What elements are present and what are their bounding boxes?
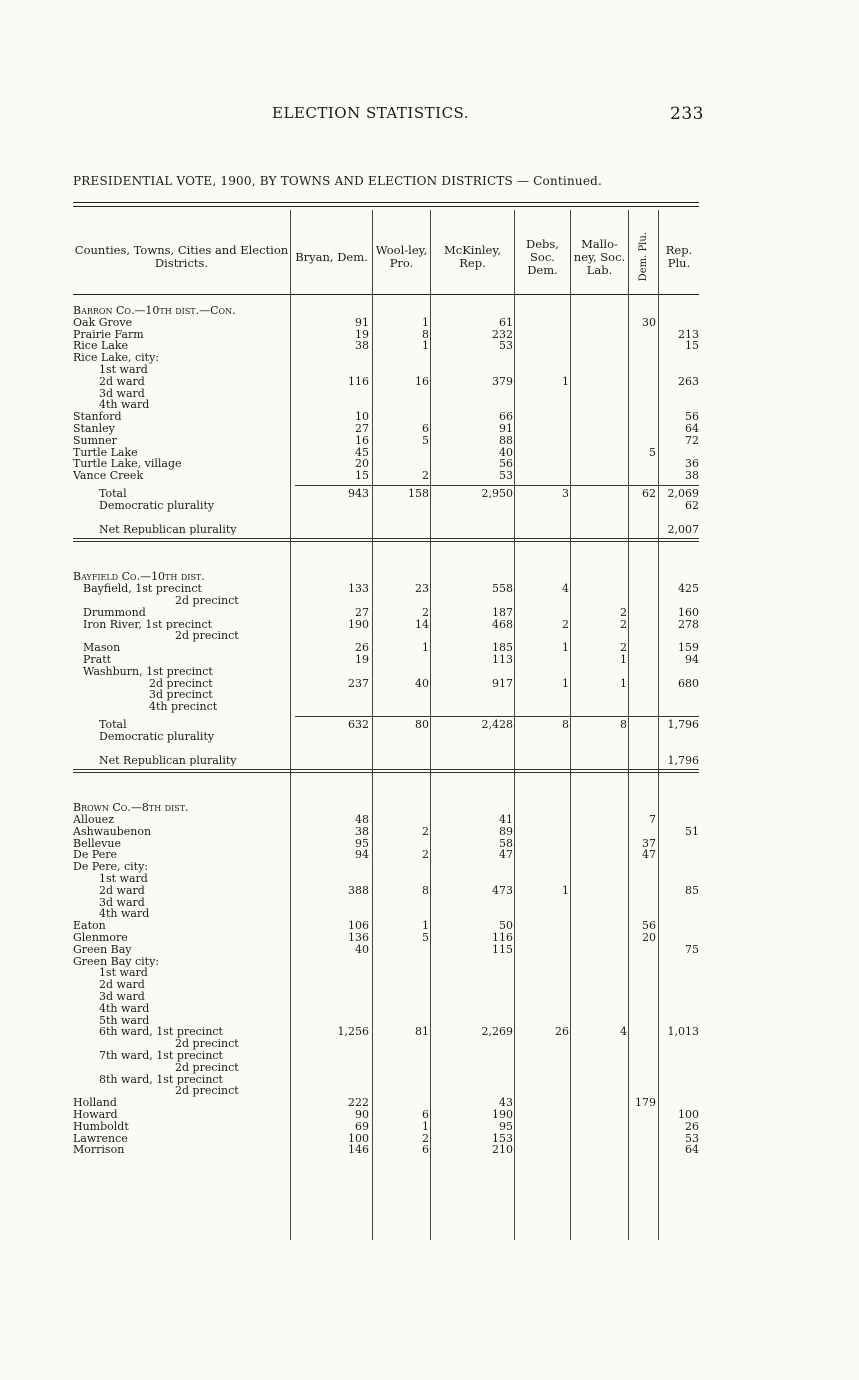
col-header-debs: Debs, Soc. Dem.	[526, 236, 559, 277]
district-name: 4th ward	[99, 908, 150, 921]
bryan-cell: 1,256	[337, 1025, 369, 1039]
bryan-cell: 19	[355, 327, 369, 341]
district-name: Washburn, 1st precinct	[83, 665, 213, 678]
district-name: 4th precinct	[149, 701, 218, 713]
district-name: Stanley	[73, 422, 115, 435]
table-row	[73, 619, 699, 631]
col-header-rep-plu: Rep. Plu.	[665, 243, 693, 270]
mckinley-cell: 61	[499, 315, 513, 329]
district-name: 2d ward	[99, 884, 145, 897]
table-row	[73, 583, 699, 595]
bryan-cell: 19	[355, 652, 369, 666]
woolley-cell: 1	[422, 339, 429, 353]
malloney-cell: 1	[620, 676, 627, 690]
district-name: Howard	[73, 1109, 118, 1121]
district-name: Total	[99, 718, 127, 731]
district-name: Oak Grove	[73, 316, 133, 329]
rep-plurality-cell: 75	[685, 942, 699, 956]
col-header-malloney: Mallo-ney, Soc. Lab.	[573, 236, 626, 277]
malloney-cell: 2	[620, 617, 627, 631]
mckinley-cell: 50	[499, 919, 513, 933]
spacer	[73, 743, 699, 755]
district-name: Allouez	[73, 814, 114, 826]
district-name: Glenmore	[73, 932, 128, 944]
spacer	[73, 512, 699, 524]
district-name: De Pere, city:	[73, 861, 149, 874]
table-row	[73, 849, 699, 861]
woolley-cell: 2	[422, 1131, 429, 1145]
table-row	[73, 908, 699, 920]
rep-plurality-cell: 36	[685, 457, 699, 471]
district-name: Prairie Farm	[73, 328, 144, 341]
bryan-cell: 27	[355, 421, 369, 435]
district-name: 3d ward	[99, 896, 145, 909]
district-name: 2d ward	[99, 979, 145, 992]
bryan-cell: 20	[355, 457, 369, 471]
district-name: Mason	[83, 642, 121, 654]
district-name: Democratic plurality	[99, 730, 215, 743]
table-row	[73, 411, 699, 423]
table-row	[73, 352, 699, 364]
table-subtitle: PRESIDENTIAL VOTE, 1900, BY TOWNS AND ELECTION DISTRICTS — Continued.	[73, 174, 603, 188]
district-name: Bayfield, 1st precinct	[83, 583, 202, 595]
table-row	[73, 967, 699, 979]
mckinley-cell: 53	[499, 339, 513, 353]
district-name: Turtle Lake, village	[73, 458, 182, 471]
table-row	[73, 607, 699, 619]
district-name: 2d precinct	[175, 1085, 239, 1098]
mckinley-cell: 558	[492, 582, 513, 596]
table-row	[73, 701, 699, 713]
table-row	[73, 897, 699, 909]
table-row	[73, 885, 699, 897]
dem-plurality-cell: 47	[642, 848, 656, 862]
bryan-cell: 222	[348, 1096, 369, 1110]
total-row	[73, 488, 699, 500]
woolley-cell: 1	[422, 641, 429, 655]
rep-plurality-cell: 38	[685, 469, 699, 483]
top-rule	[73, 202, 699, 203]
woolley-cell: 5	[422, 433, 429, 447]
district-name: Vance Creek	[73, 470, 144, 482]
table-row	[73, 1085, 699, 1097]
mckinley-cell: 210	[492, 1143, 513, 1157]
table-row	[73, 388, 699, 400]
col-header-bryan: Bryan, Dem.	[295, 249, 368, 264]
bryan-cell: 16	[355, 433, 369, 447]
woolley-cell: 8	[422, 327, 429, 341]
vote-table	[73, 305, 699, 1156]
district-name: Bellevue	[73, 837, 121, 850]
mckinley-cell: 113	[492, 652, 513, 666]
table-row	[73, 1109, 699, 1121]
bryan-cell: 106	[348, 919, 369, 933]
mckinley-cell: 917	[492, 676, 513, 690]
woolley-cell: 1	[422, 919, 429, 933]
table-row	[73, 689, 699, 701]
woolley-cell: 2	[422, 824, 429, 838]
malloney-cell: 1	[620, 652, 627, 666]
woolley-cell: 2	[422, 848, 429, 862]
rep-plurality-cell: 680	[678, 676, 699, 690]
rep-plurality-cell: 1,796	[667, 717, 699, 731]
district-name: 3d ward	[99, 387, 145, 400]
bryan-cell: 40	[355, 942, 369, 956]
mckinley-cell: 43	[499, 1096, 513, 1110]
mckinley-cell: 88	[499, 433, 513, 447]
woolley-cell: 2	[422, 605, 429, 619]
bryan-cell: 94	[355, 848, 369, 862]
rep-plurality-cell: 1,013	[667, 1025, 699, 1039]
bryan-cell: 95	[355, 836, 369, 850]
table-row	[73, 666, 699, 678]
dem-plurality-cell: 7	[649, 813, 656, 827]
mckinley-cell: 95	[499, 1119, 513, 1133]
woolley-cell: 6	[422, 1143, 429, 1157]
rep-plurality-cell: 213	[678, 327, 699, 341]
section-heading	[73, 802, 699, 814]
table-row	[73, 920, 699, 932]
table-row	[73, 364, 699, 376]
district-name: Ashwaubenon	[73, 825, 152, 838]
bryan-cell: 632	[348, 717, 369, 731]
mckinley-cell: 2,428	[481, 717, 513, 731]
rep-plurality-cell: 53	[685, 1131, 699, 1145]
table-row	[73, 1133, 699, 1145]
section-spacer	[73, 776, 699, 802]
net-rep-plurality-row	[73, 755, 699, 767]
district-name: 6th ward, 1st precinct	[99, 1026, 223, 1039]
debs-cell: 1	[562, 883, 569, 897]
table-row	[73, 1062, 699, 1074]
malloney-cell: 4	[620, 1025, 627, 1039]
bryan-cell: 136	[348, 931, 369, 945]
mckinley-cell: 185	[492, 641, 513, 655]
table-row	[73, 423, 699, 435]
bryan-cell: 388	[348, 883, 369, 897]
dem-plurality-row	[73, 500, 699, 512]
page-number: 233	[670, 104, 704, 124]
district-name: Green Bay	[73, 943, 132, 956]
district-name: Drummond	[83, 606, 146, 619]
debs-cell: 26	[555, 1025, 569, 1039]
district-name: Turtle Lake	[73, 446, 138, 459]
woolley-cell: 8	[422, 883, 429, 897]
rep-plurality-cell: 278	[678, 617, 699, 631]
district-name: 1st ward	[99, 363, 148, 376]
mckinley-cell: 116	[492, 931, 513, 945]
mckinley-cell: 232	[492, 327, 513, 341]
table-row	[73, 1038, 699, 1050]
woolley-cell: 158	[408, 486, 429, 500]
rep-plurality-cell: 1,796	[667, 753, 699, 767]
bryan-cell: 91	[355, 315, 369, 329]
bryan-cell: 26	[355, 641, 369, 655]
dem-plurality-cell: 37	[642, 836, 656, 850]
section-spacer	[73, 545, 699, 571]
table-row	[73, 873, 699, 885]
table-row	[73, 932, 699, 944]
district-name: Iron River, 1st precinct	[83, 618, 213, 631]
bryan-cell: 45	[355, 445, 369, 459]
bryan-cell: 116	[348, 374, 369, 388]
table-row	[73, 654, 699, 666]
rep-plurality-cell: 51	[685, 824, 699, 838]
top-rule-2	[73, 206, 699, 207]
district-name: 2d precinct	[149, 677, 213, 690]
dem-plurality-cell: 30	[642, 315, 656, 329]
table-row	[73, 642, 699, 654]
dem-plurality-cell: 20	[642, 931, 656, 945]
woolley-cell: 16	[415, 374, 429, 388]
district-name: Holland	[73, 1097, 117, 1110]
col-header-woolley: Wool-ley, Pro.	[375, 243, 428, 270]
malloney-cell: 8	[620, 717, 627, 731]
district-name: 4th ward	[99, 399, 150, 412]
district-name: 5th ward	[99, 1014, 150, 1027]
debs-cell: 1	[562, 676, 569, 690]
district-name: 1st ward	[99, 967, 148, 980]
district-name: 7th ward, 1st precinct	[99, 1050, 223, 1062]
section-heading	[73, 305, 699, 317]
mckinley-cell: 468	[492, 617, 513, 631]
col-header-districts: Counties, Towns, Cities and Election Districts.	[74, 243, 289, 270]
district-name: 2d precinct	[175, 630, 239, 643]
woolley-cell: 5	[422, 931, 429, 945]
table-row	[73, 317, 699, 329]
county-heading: Barron Co.—10th dist.—Con.	[73, 305, 236, 317]
district-name: 2d precinct	[175, 594, 239, 607]
bryan-cell: 69	[355, 1119, 369, 1133]
malloney-cell: 2	[620, 605, 627, 619]
district-name: Rice Lake, city:	[73, 352, 160, 364]
dem-plurality-row	[73, 731, 699, 743]
bryan-cell: 48	[355, 813, 369, 827]
district-name: Eaton	[73, 920, 106, 933]
bryan-cell: 15	[355, 469, 369, 483]
district-name: 2d precinct	[175, 1038, 239, 1051]
table-row	[73, 1050, 699, 1062]
district-name: 1st ward	[99, 873, 148, 885]
table-row	[73, 1097, 699, 1109]
rep-plurality-cell: 100	[678, 1108, 699, 1122]
district-name: Stanford	[73, 411, 122, 423]
rep-plurality-cell: 159	[678, 641, 699, 655]
debs-cell: 2	[562, 617, 569, 631]
woolley-cell: 81	[415, 1025, 429, 1039]
rep-plurality-cell: 62	[685, 498, 699, 512]
woolley-cell: 80	[415, 717, 429, 731]
table-row	[73, 956, 699, 968]
county-heading: Bayfield Co.—10th dist.	[73, 571, 205, 584]
table-row	[73, 1015, 699, 1027]
bryan-cell: 90	[355, 1108, 369, 1122]
table-row	[73, 595, 699, 607]
table-row	[73, 1026, 699, 1038]
rep-plurality-cell: 64	[685, 421, 699, 435]
col-header-mckinley: McKinley, Rep.	[443, 243, 501, 270]
mckinley-cell: 56	[499, 457, 513, 471]
district-name: Democratic plurality	[99, 499, 215, 512]
district-name: Net Republican plurality	[99, 523, 237, 536]
mckinley-cell: 473	[492, 883, 513, 897]
district-name: Morrison	[73, 1144, 125, 1157]
section-heading	[73, 571, 699, 583]
rep-plurality-cell: 64	[685, 1143, 699, 1157]
dem-plurality-cell: 179	[635, 1096, 656, 1110]
table-row	[73, 458, 699, 470]
bryan-cell: 237	[348, 676, 369, 690]
bryan-cell: 146	[348, 1143, 369, 1157]
district-name: Net Republican plurality	[99, 754, 237, 767]
table-row	[73, 340, 699, 352]
mckinley-cell: 89	[499, 824, 513, 838]
mckinley-cell: 40	[499, 445, 513, 459]
mckinley-cell: 190	[492, 1108, 513, 1122]
table-row	[73, 329, 699, 341]
rep-plurality-cell: 2,007	[667, 522, 699, 536]
table-row	[73, 376, 699, 388]
table-row	[73, 1144, 699, 1156]
woolley-cell: 23	[415, 582, 429, 596]
debs-cell: 4	[562, 582, 569, 596]
table-row	[73, 861, 699, 873]
district-name: 2d ward	[99, 375, 145, 388]
table-row	[73, 826, 699, 838]
bryan-cell: 10	[355, 410, 369, 424]
district-name: 3d ward	[99, 991, 145, 1003]
table-row	[73, 678, 699, 690]
woolley-cell: 14	[415, 617, 429, 631]
table-row	[73, 470, 699, 482]
rep-plurality-cell: 85	[685, 883, 699, 897]
table-row	[73, 399, 699, 411]
col-header-dem-plu: Dem. Plu.	[638, 232, 649, 282]
district-name: 2d precinct	[175, 1061, 239, 1074]
rep-plurality-cell: 15	[685, 339, 699, 353]
county-heading: Brown Co.—8th dist.	[73, 802, 189, 815]
table-row	[73, 435, 699, 447]
debs-cell: 3	[562, 486, 569, 500]
rep-plurality-cell: 56	[685, 410, 699, 424]
district-name: 3d precinct	[149, 689, 213, 702]
woolley-cell: 6	[422, 421, 429, 435]
section-double-rule	[73, 766, 699, 776]
mckinley-cell: 53	[499, 469, 513, 483]
debs-cell: 1	[562, 374, 569, 388]
woolley-cell: 2	[422, 469, 429, 483]
mckinley-cell: 58	[499, 836, 513, 850]
bryan-cell: 38	[355, 824, 369, 838]
table-row	[73, 630, 699, 642]
district-name: Pratt	[83, 653, 112, 666]
table-row	[73, 1003, 699, 1015]
rep-plurality-cell: 160	[678, 605, 699, 619]
total-row	[73, 719, 699, 731]
malloney-cell: 2	[620, 641, 627, 655]
mckinley-cell: 2,950	[481, 486, 513, 500]
district-name: Rice Lake	[73, 340, 129, 353]
net-rep-plurality-row	[73, 524, 699, 536]
dem-plurality-cell: 5	[649, 445, 656, 459]
district-name: Sumner	[73, 434, 117, 447]
running-title: ELECTION STATISTICS.	[272, 104, 470, 122]
district-name: 8th ward, 1st precinct	[99, 1073, 223, 1086]
dem-plurality-cell: 62	[642, 486, 656, 500]
woolley-cell: 1	[422, 1119, 429, 1133]
bryan-cell: 100	[348, 1131, 369, 1145]
debs-cell: 1	[562, 641, 569, 655]
mckinley-cell: 115	[492, 942, 513, 956]
district-name: Total	[99, 487, 127, 500]
table-row	[73, 1121, 699, 1133]
rep-plurality-cell: 263	[678, 374, 699, 388]
district-name: 4th ward	[99, 1002, 150, 1015]
table-row	[73, 991, 699, 1003]
table-row	[73, 447, 699, 459]
table-row	[73, 1074, 699, 1086]
bryan-cell: 27	[355, 605, 369, 619]
mckinley-cell: 66	[499, 410, 513, 424]
rep-plurality-cell: 2,069	[667, 486, 699, 500]
table-row	[73, 944, 699, 956]
section-double-rule	[73, 535, 699, 545]
woolley-cell: 40	[415, 676, 429, 690]
rep-plurality-cell: 94	[685, 652, 699, 666]
mckinley-cell: 41	[499, 813, 513, 827]
debs-cell: 8	[562, 717, 569, 731]
mckinley-cell: 379	[492, 374, 513, 388]
bryan-cell: 943	[348, 486, 369, 500]
woolley-cell: 6	[422, 1108, 429, 1122]
mckinley-cell: 2,269	[481, 1025, 513, 1039]
woolley-cell: 1	[422, 315, 429, 329]
mckinley-cell: 91	[499, 421, 513, 435]
dem-plurality-cell: 56	[642, 919, 656, 933]
table-row	[73, 979, 699, 991]
bryan-cell: 133	[348, 582, 369, 596]
district-name: De Pere	[73, 849, 118, 862]
district-name: Lawrence	[73, 1132, 128, 1145]
mckinley-cell: 47	[499, 848, 513, 862]
mckinley-cell: 187	[492, 605, 513, 619]
table-row	[73, 838, 699, 850]
table-row	[73, 814, 699, 826]
mckinley-cell: 153	[492, 1131, 513, 1145]
bryan-cell: 38	[355, 339, 369, 353]
district-name: Green Bay city:	[73, 955, 160, 968]
rep-plurality-cell: 72	[685, 433, 699, 447]
district-name: Humboldt	[73, 1120, 129, 1133]
rep-plurality-cell: 425	[678, 582, 699, 596]
bryan-cell: 190	[348, 617, 369, 631]
rep-plurality-cell: 26	[685, 1119, 699, 1133]
